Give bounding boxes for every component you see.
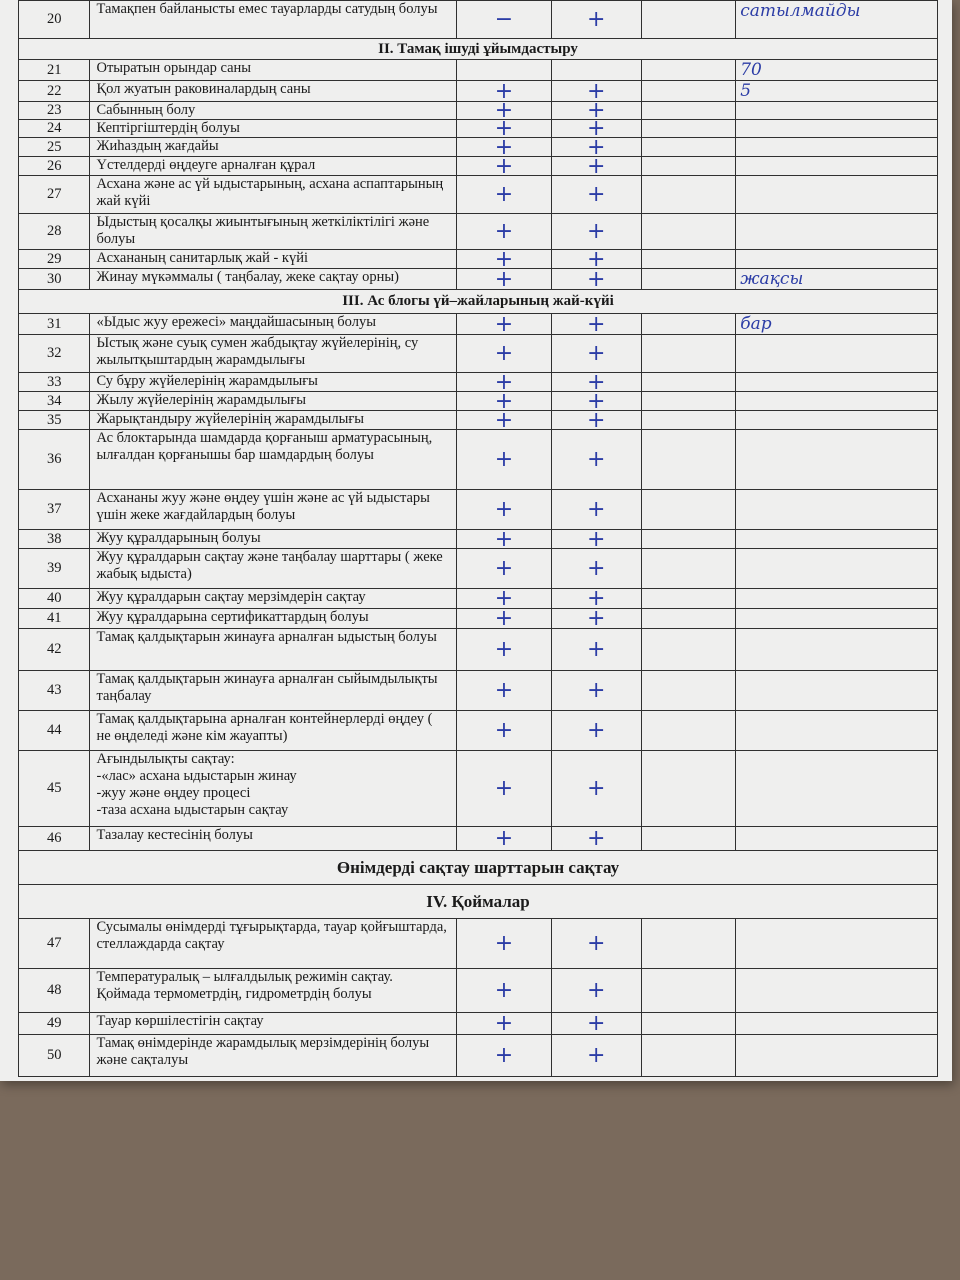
mark-a: + [457,157,552,176]
criterion-text: Жарықтандыру жүйелерінің жарамдылығы [90,411,457,430]
table-row [19,250,938,269]
criterion-text: «Ыдыс жуу ережесі» маңдайшасының болуы [90,314,457,335]
criterion-text: Тауар көршілестігін сақтау [90,1013,457,1035]
criterion-text: Сабынның болу [90,102,457,120]
empty-cell [641,314,736,335]
criterion-text: Асхана және ас үй ыдыстарының, асхана аспаптарының жай күйі [90,176,457,214]
row-number: 46 [19,827,90,851]
criterion-text: Тамақ қалдықтарын жинауға арналған сыйымдылықты таңбалау [90,671,457,711]
criterion-text: Жылу жүйелерінің жарамдылығы [90,392,457,411]
handwritten-note [736,176,938,214]
handwritten-note [736,1035,938,1077]
mark-b: + [551,827,641,851]
table-row [19,314,938,335]
mark-b: + [551,102,641,120]
row-number: 49 [19,1013,90,1035]
mark-b: + [551,629,641,671]
table-row [19,969,938,1013]
row-number: 26 [19,157,90,176]
table-row [19,335,938,373]
row-number: 35 [19,411,90,430]
table-row [19,214,938,250]
handwritten-note [736,490,938,530]
criterion-text: Су бұру жүйелерінің жарамдылығы [90,373,457,392]
criterion-text: Жинау мүкәммалы ( таңбалау, жеке сақтау орны) [90,269,457,290]
mark-a: + [457,919,552,969]
empty-cell [641,411,736,430]
table-row [19,373,938,392]
mark-a: + [457,530,552,549]
mark-a: + [457,120,552,138]
criterion-text: Жуу құралдарының болуы [90,530,457,549]
criterion-text: Асхананың санитарлық жай - күйі [90,250,457,269]
row-number: 22 [19,81,90,102]
mark-b: + [551,157,641,176]
mark-b: + [551,549,641,589]
empty-cell [641,490,736,530]
checklist-body [19,1,938,1077]
mark-b: + [551,530,641,549]
mark-a: + [457,609,552,629]
empty-cell [641,827,736,851]
empty-cell [641,711,736,751]
mark-a: + [457,138,552,157]
mark-a: + [457,751,552,827]
table-row [19,711,938,751]
table-row [19,60,938,81]
criterion-text: Отыратын орындар саны [90,60,457,81]
empty-cell [641,214,736,250]
handwritten-note: 5 [736,81,938,102]
handwritten-note [736,102,938,120]
row-number: 30 [19,269,90,290]
table-row [19,392,938,411]
row-number: 31 [19,314,90,335]
mark-a: + [457,314,552,335]
mark-b [551,60,641,81]
handwritten-note [736,751,938,827]
mark-a: + [457,969,552,1013]
mark-a: + [457,1035,552,1077]
handwritten-note [736,711,938,751]
empty-cell [641,250,736,269]
section-heading-row [19,851,938,885]
criterion-text: Ас блоктарында шамдарда қорғаныш арматурасының, ылғалдан қорғанышы бар шамдардың болуы [90,430,457,490]
row-number: 38 [19,530,90,549]
handwritten-note [736,827,938,851]
mark-b: + [551,176,641,214]
criterion-text: Қол жуатын раковиналардың саны [90,81,457,102]
row-number: 44 [19,711,90,751]
table-row [19,827,938,851]
empty-cell [641,157,736,176]
empty-cell [641,671,736,711]
handwritten-note [736,969,938,1013]
mark-a: + [457,711,552,751]
mark-b: + [551,1035,641,1077]
mark-a: + [457,373,552,392]
mark-b: + [551,269,641,290]
criterion-text: Сусымалы өнімдерді тұғырықтарда, тауар қойғыштарда, стеллаждарда сақтау [90,919,457,969]
criterion-text: Тамақ өнімдерінде жарамдылық мерзімдерінің болуы және сақталуы [90,1035,457,1077]
empty-cell [641,1013,736,1035]
empty-cell [641,120,736,138]
handwritten-note: жақсы [736,269,938,290]
criterion-text: Жуу құралдарын сақтау мерзімдерін сақтау [90,589,457,609]
empty-cell [641,81,736,102]
row-number: 36 [19,430,90,490]
mark-b: + [551,671,641,711]
row-number: 39 [19,549,90,589]
table-row [19,629,938,671]
empty-cell [641,335,736,373]
criterion-text: Жуу құралдарын сақтау және таңбалау шарттары ( жеке жабық ыдыста) [90,549,457,589]
mark-a: + [457,430,552,490]
table-row [19,269,938,290]
handwritten-note [736,250,938,269]
row-number: 42 [19,629,90,671]
mark-b: + [551,392,641,411]
handwritten-note [736,549,938,589]
mark-a: + [457,827,552,851]
mark-a: − [457,1,552,39]
table-row [19,530,938,549]
criterion-text: Асхананы жуу және өңдеу үшін және ас үй ыдыстары үшін жеке жағдайлардың болуы [90,490,457,530]
mark-a: + [457,629,552,671]
criterion-text: Жуу құралдарына сертификаттардың болуы [90,609,457,629]
row-number: 29 [19,250,90,269]
criterion-text: Тамақ қалдықтарын жинауға арналған ыдыстың болуы [90,629,457,671]
empty-cell [641,392,736,411]
mark-b: + [551,490,641,530]
mark-b: + [551,751,641,827]
mark-b: + [551,589,641,609]
table-row [19,490,938,530]
criterion-text: Жиһаздың жағдайы [90,138,457,157]
section-title: Өнімдерді сақтау шарттарын сақтау [19,851,938,885]
mark-a: + [457,81,552,102]
table-row [19,176,938,214]
table-row [19,609,938,629]
mark-a: + [457,269,552,290]
row-number: 48 [19,969,90,1013]
empty-cell [641,1,736,39]
mark-b: + [551,711,641,751]
handwritten-note [736,1013,938,1035]
table-row [19,411,938,430]
criterion-text: Үстелдерді өңдеуге арналған құрал [90,157,457,176]
handwritten-note: 70 [736,60,938,81]
mark-a: + [457,392,552,411]
table-row [19,751,938,827]
empty-cell [641,373,736,392]
row-number: 20 [19,1,90,39]
section-heading-row [19,39,938,60]
table-row [19,430,938,490]
table-row [19,138,938,157]
table-row [19,549,938,589]
handwritten-note [736,589,938,609]
empty-cell [641,530,736,549]
empty-cell [641,430,736,490]
mark-a: + [457,589,552,609]
handwritten-note [736,919,938,969]
row-number: 28 [19,214,90,250]
criterion-text: Ағындылықты сақтау: -«лас» асхана ыдыстарын жинау -жуу және өңдеу процесі -таза асхана ыдыстарын сақтау [90,751,457,827]
mark-b: + [551,214,641,250]
section-title: IV. Қоймалар [19,885,938,919]
table-row [19,102,938,120]
mark-a: + [457,671,552,711]
handwritten-note [736,530,938,549]
mark-a: + [457,102,552,120]
empty-cell [641,609,736,629]
mark-a: + [457,335,552,373]
empty-cell [641,629,736,671]
criterion-text: Тамақпен байланысты емес тауарларды сатудың болуы [90,1,457,39]
empty-cell [641,549,736,589]
section-heading-row [19,290,938,314]
row-number: 40 [19,589,90,609]
mark-b: + [551,373,641,392]
mark-a: + [457,1013,552,1035]
criterion-text: Ыстық және суық сумен жабдықтау жүйелерінің, су жылытқыштардың жарамдылығы [90,335,457,373]
table-row [19,671,938,711]
table-row [19,1035,938,1077]
handwritten-note [736,373,938,392]
row-number: 25 [19,138,90,157]
row-number: 32 [19,335,90,373]
handwritten-note [736,335,938,373]
mark-b: + [551,250,641,269]
handwritten-note [736,629,938,671]
table-row [19,919,938,969]
mark-b: + [551,919,641,969]
empty-cell [641,138,736,157]
mark-b: + [551,314,641,335]
row-number: 43 [19,671,90,711]
empty-cell [641,751,736,827]
row-number: 23 [19,102,90,120]
mark-b: + [551,1013,641,1035]
handwritten-note [736,138,938,157]
handwritten-note [736,430,938,490]
mark-a [457,60,552,81]
handwritten-note [736,157,938,176]
mark-b: + [551,1,641,39]
section-title: II. Тамақ ішуді ұйымдастыру [19,39,938,60]
table-row [19,1013,938,1035]
row-number: 34 [19,392,90,411]
row-number: 21 [19,60,90,81]
criterion-text: Кептіргіштердің болуы [90,120,457,138]
mark-b: + [551,335,641,373]
handwritten-note: сатылмайды [736,1,938,39]
section-title: III. Ас блогы үй–жайларының жай-күйі [19,290,938,314]
mark-b: + [551,138,641,157]
empty-cell [641,969,736,1013]
mark-b: + [551,609,641,629]
row-number: 33 [19,373,90,392]
table-row [19,1,938,39]
handwritten-note [736,411,938,430]
table-row [19,81,938,102]
empty-cell [641,176,736,214]
table-row [19,589,938,609]
handwritten-note: бар [736,314,938,335]
empty-cell [641,60,736,81]
empty-cell [641,102,736,120]
empty-cell [641,1035,736,1077]
row-number: 50 [19,1035,90,1077]
row-number: 24 [19,120,90,138]
mark-a: + [457,549,552,589]
row-number: 45 [19,751,90,827]
mark-b: + [551,411,641,430]
empty-cell [641,269,736,290]
criterion-text: Ыдыстың қосалқы жиынтығының жеткіліктілігі және болуы [90,214,457,250]
row-number: 37 [19,490,90,530]
handwritten-note [736,214,938,250]
handwritten-note [736,609,938,629]
table-row [19,157,938,176]
criterion-text: Тазалау кестесінің болуы [90,827,457,851]
mark-b: + [551,969,641,1013]
mark-b: + [551,81,641,102]
section-heading-row [19,885,938,919]
handwritten-note [736,392,938,411]
mark-a: + [457,214,552,250]
mark-a: + [457,250,552,269]
handwritten-note [736,671,938,711]
row-number: 41 [19,609,90,629]
mark-a: + [457,490,552,530]
row-number: 27 [19,176,90,214]
row-number: 47 [19,919,90,969]
mark-b: + [551,430,641,490]
empty-cell [641,589,736,609]
criterion-text: Температуралық – ылғалдылық режимін сақтау. Қоймада термометрдің, гидрометрдің болуы [90,969,457,1013]
criterion-text: Тамақ қалдықтарына арналған контейнерлерді өңдеу ( не өңделеді және кім жауапты) [90,711,457,751]
mark-a: + [457,176,552,214]
mark-b: + [551,120,641,138]
handwritten-note [736,120,938,138]
table-row [19,120,938,138]
mark-a: + [457,411,552,430]
empty-cell [641,919,736,969]
checklist-table [18,0,938,1077]
